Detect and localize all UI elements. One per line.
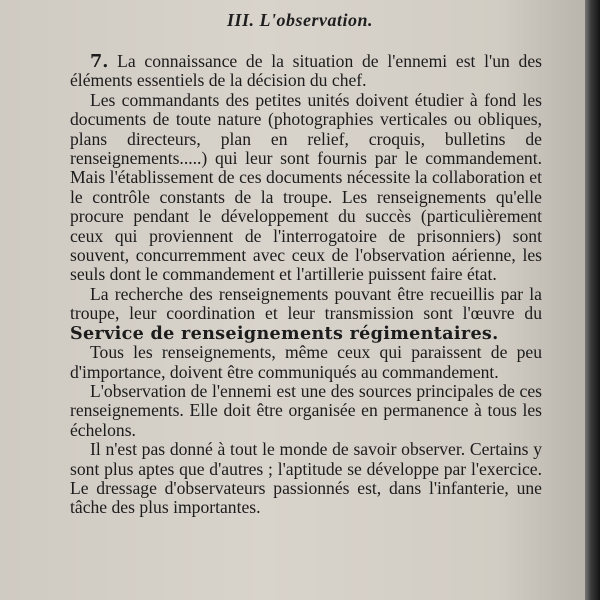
paragraph-text: La recherche des renseignements pouvant être recueillis par la troupe, leur coordination et leur transmission sont l'œuvre du: [70, 283, 542, 324]
emphasized-term: Service de renseignements régimentaires.: [70, 322, 499, 344]
paragraph-text: La connaissance de la situation de l'ennemi est l'un des éléments essentiels de la décision du chef.: [70, 51, 542, 91]
paragraph: Les commandants des petites unités doivent étudier à fond les documents de toute nature (photographies verticales ou obliques, plans directeurs, plan en relief, croquis, bulletins de renseignements.....) qui leur sont fournis par le commandement. Mais l'établissement de ces documents nécessite la collaboration et le contrôle constants de la troupe. Les renseignements qu'elle procure pendant le développement du succès (particulièrement ceux qui proviennent de l'interrogatoire de prisonniers) sont souvent, concurremment avec ceux de l'observation aérienne, les seuls dont le commandement et l'artillerie puissent faire état.: [70, 89, 542, 285]
body-text: [70, 52, 542, 518]
paragraph: Il n'est pas donné à tout le monde de savoir observer. Certains y sont plus aptes que d'autres ; l'aptitude se développe par l'exercice. Le dressage d'observateurs passionnés est, dans l'infanterie, une tâche des plus importantes.: [70, 439, 542, 518]
paragraph-7: [70, 52, 542, 91]
paragraph: Tous les renseignements, même ceux qui paraissent de peu d'importance, doivent être communiqués au commandement.: [70, 342, 542, 382]
paragraph: [70, 285, 542, 343]
page-header: III. L'observation.: [226, 10, 373, 30]
paragraph-number: 7.: [90, 51, 109, 72]
page-binding-shadow: [585, 0, 600, 600]
paragraph: L'observation de l'ennemi est une des sources principales de ces renseignements. Elle doit être organisée en permanence à tous les échelons.: [70, 380, 542, 440]
